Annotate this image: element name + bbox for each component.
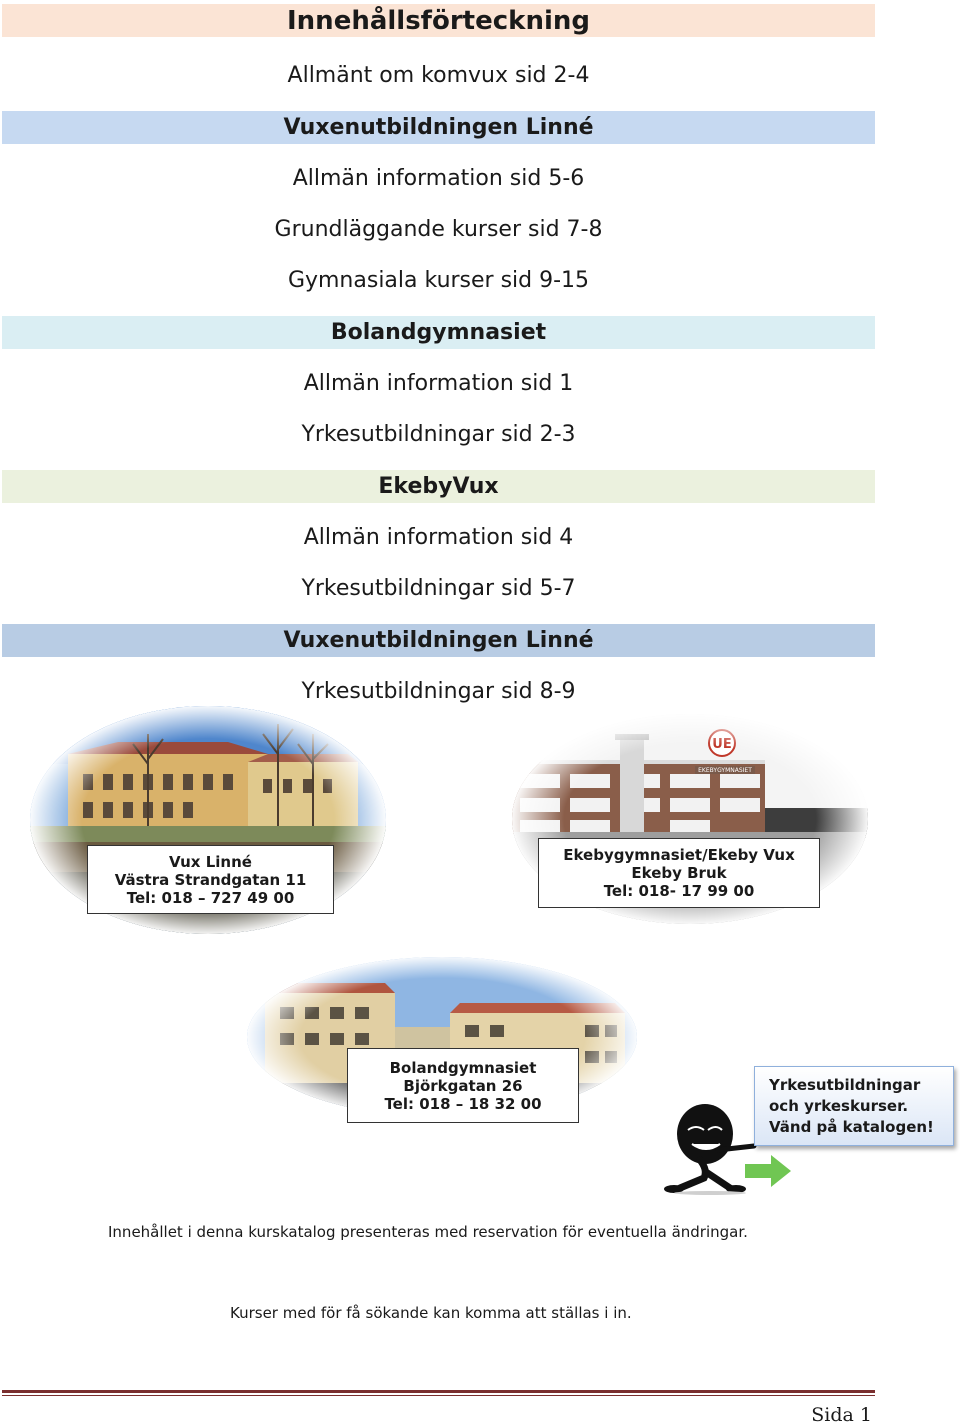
location-name: Bolandgymnasiet <box>389 1058 537 1077</box>
toc-row-linne-info: Allmän information sid 5-6 <box>292 166 585 191</box>
location-street: Västra Strandgatan 11 <box>114 870 307 889</box>
disclaimer-text: Innehållet i denna kurskatalog presenteras med reservation för eventuella ändringar. <box>108 1223 748 1241</box>
location-name: Vux Linné <box>169 852 252 871</box>
location-name: Ekebygymnasiet/Ekeby Vux <box>563 846 795 864</box>
address-card-vux-linne <box>87 845 334 914</box>
callout-turn-catalog <box>754 1066 954 1146</box>
page-number: Sida 1 <box>811 1404 872 1426</box>
callout-line-3: Vänd på katalogen! <box>769 1118 934 1136</box>
toc-section-ekebyvux: EkebyVux <box>2 470 875 503</box>
address-card-boland <box>347 1048 579 1123</box>
toc-section-boland: Bolandgymnasiet <box>2 316 875 349</box>
green-arrow-icon <box>745 1155 793 1187</box>
toc-row-boland-yrke: Yrkesutbildningar sid 2-3 <box>301 422 576 447</box>
location-street: Björkgatan 26 <box>403 1076 523 1095</box>
location-phone: Tel: 018 – 727 49 00 <box>126 888 295 907</box>
location-phone: Tel: 018- 17 99 00 <box>603 882 755 900</box>
address-card-ekeby <box>538 838 820 908</box>
callout-line-2: och yrkeskurser. <box>769 1097 909 1115</box>
callout-line-1: Yrkesutbildningar <box>769 1076 921 1094</box>
toc-row-ekeby-info: Allmän information sid 4 <box>303 525 574 550</box>
toc-row-komvux: Allmänt om komvux sid 2-4 <box>287 63 590 88</box>
toc-section-linne: Vuxenutbildningen Linné <box>2 111 875 144</box>
toc-row-ekeby-yrke: Yrkesutbildningar sid 5-7 <box>301 576 576 601</box>
toc-title-row <box>2 4 875 37</box>
toc-row-linne-grund: Grundläggande kurser sid 7-8 <box>274 217 603 242</box>
toc-row-linne-gymn: Gymnasiala kurser sid 9-15 <box>287 268 590 293</box>
toc-section-linne-2: Vuxenutbildningen Linné <box>2 624 875 657</box>
footer-rule-thin <box>2 1395 875 1396</box>
cancellation-note: Kurser med för få sökande kan komma att ställas i in. <box>230 1304 632 1322</box>
toc-row-boland-info: Allmän information sid 1 <box>303 371 574 396</box>
toc-title: Innehållsförteckning <box>287 5 590 36</box>
location-phone: Tel: 018 – 18 32 00 <box>384 1094 542 1113</box>
toc-row-linne-yrke: Yrkesutbildningar sid 8-9 <box>301 679 576 704</box>
location-street: Ekeby Bruk <box>631 864 727 882</box>
footer-rule-thick <box>2 1390 875 1393</box>
